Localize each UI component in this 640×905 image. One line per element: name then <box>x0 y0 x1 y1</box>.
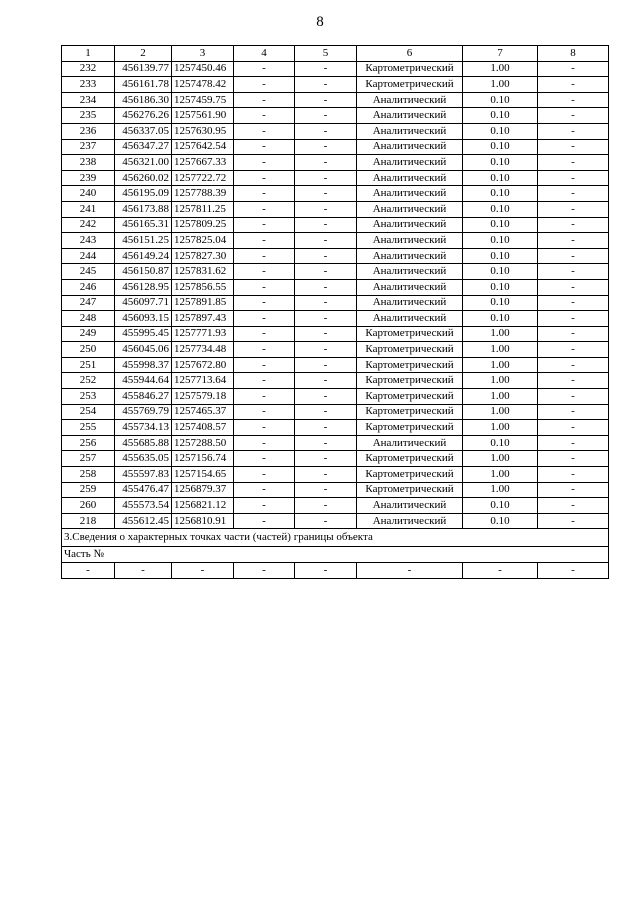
col8-cell: - <box>538 279 609 295</box>
method-cell: Аналитический <box>357 279 463 295</box>
method-cell: Аналитический <box>357 295 463 311</box>
accuracy-cell: 1.00 <box>463 61 538 77</box>
column-header: 8 <box>538 46 609 62</box>
col8-cell: - <box>538 264 609 280</box>
y-coordinate-cell: 1257788.39 <box>172 186 234 202</box>
accuracy-cell: 1.00 <box>463 451 538 467</box>
y-coordinate-cell: 1256810.91 <box>172 513 234 529</box>
method-cell: Аналитический <box>357 435 463 451</box>
method-cell: Картометрический <box>357 451 463 467</box>
col4-cell: - <box>234 326 295 342</box>
col4-cell: - <box>234 186 295 202</box>
col8-cell: - <box>538 170 609 186</box>
accuracy-cell: 1.00 <box>463 326 538 342</box>
header-row <box>62 46 609 62</box>
table-row <box>62 108 609 124</box>
point-number-cell: 260 <box>62 498 115 514</box>
x-coordinate-cell: 456195.09 <box>115 186 172 202</box>
accuracy-cell: 0.10 <box>463 92 538 108</box>
accuracy-cell: 1.00 <box>463 342 538 358</box>
col4-cell: - <box>234 108 295 124</box>
y-coordinate-cell: 1257478.42 <box>172 77 234 93</box>
col4-cell: - <box>234 420 295 436</box>
accuracy-cell: 0.10 <box>463 139 538 155</box>
col5-cell: - <box>295 451 357 467</box>
col5-cell: - <box>295 233 357 249</box>
col5-cell: - <box>295 357 357 373</box>
col5-cell: - <box>295 264 357 280</box>
x-coordinate-cell: 455573.54 <box>115 498 172 514</box>
point-number-cell: 237 <box>62 139 115 155</box>
accuracy-cell: 0.10 <box>463 233 538 249</box>
y-coordinate-cell: 1257825.04 <box>172 233 234 249</box>
method-cell: Картометрический <box>357 482 463 498</box>
method-cell: Аналитический <box>357 498 463 514</box>
col4-cell: - <box>234 513 295 529</box>
method-cell: Аналитический <box>357 139 463 155</box>
method-cell: Аналитический <box>357 170 463 186</box>
col5-cell: - <box>295 217 357 233</box>
x-coordinate-cell: 455612.45 <box>115 513 172 529</box>
col4-cell: - <box>234 373 295 389</box>
empty-cell: - <box>538 563 609 579</box>
table-row <box>62 373 609 389</box>
x-coordinate-cell: 456093.15 <box>115 311 172 327</box>
point-number-cell: 218 <box>62 513 115 529</box>
col4-cell: - <box>234 92 295 108</box>
x-coordinate-cell: 455769.79 <box>115 404 172 420</box>
point-number-cell: 243 <box>62 233 115 249</box>
col8-cell: - <box>538 357 609 373</box>
col5-cell: - <box>295 123 357 139</box>
point-number-cell: 233 <box>62 77 115 93</box>
point-number-cell: 257 <box>62 451 115 467</box>
accuracy-cell: 0.10 <box>463 170 538 186</box>
y-coordinate-cell: 1256879.37 <box>172 482 234 498</box>
col5-cell: - <box>295 311 357 327</box>
method-cell: Аналитический <box>357 123 463 139</box>
col4-cell: - <box>234 357 295 373</box>
method-cell: Картометрический <box>357 389 463 405</box>
col8-cell: - <box>538 373 609 389</box>
point-number-cell: 250 <box>62 342 115 358</box>
col4-cell: - <box>234 498 295 514</box>
col8-cell: - <box>538 217 609 233</box>
table-row <box>62 201 609 217</box>
col4-cell: - <box>234 248 295 264</box>
col4-cell: - <box>234 404 295 420</box>
accuracy-cell: 0.10 <box>463 498 538 514</box>
col8-cell: - <box>538 326 609 342</box>
col8-cell: - <box>538 123 609 139</box>
x-coordinate-cell: 455846.27 <box>115 389 172 405</box>
y-coordinate-cell: 1257667.33 <box>172 155 234 171</box>
accuracy-cell: 0.10 <box>463 295 538 311</box>
empty-cell: - <box>463 563 538 579</box>
section-row <box>62 529 609 547</box>
col5-cell: - <box>295 61 357 77</box>
col4-cell: - <box>234 61 295 77</box>
method-cell: Картометрический <box>357 77 463 93</box>
col5-cell: - <box>295 420 357 436</box>
col8-cell: - <box>538 435 609 451</box>
y-coordinate-cell: 1257672.80 <box>172 357 234 373</box>
col5-cell: - <box>295 389 357 405</box>
table-row <box>62 139 609 155</box>
accuracy-cell: 0.10 <box>463 248 538 264</box>
accuracy-cell: 1.00 <box>463 373 538 389</box>
method-cell: Аналитический <box>357 311 463 327</box>
col5-cell: - <box>295 498 357 514</box>
point-number-cell: 246 <box>62 279 115 295</box>
empty-cell: - <box>115 563 172 579</box>
col8-cell: - <box>538 201 609 217</box>
col5-cell: - <box>295 77 357 93</box>
col4-cell: - <box>234 77 295 93</box>
x-coordinate-cell: 456161.78 <box>115 77 172 93</box>
col8-cell: - <box>538 311 609 327</box>
col4-cell: - <box>234 279 295 295</box>
col5-cell: - <box>295 295 357 311</box>
point-number-cell: 252 <box>62 373 115 389</box>
method-cell: Аналитический <box>357 186 463 202</box>
y-coordinate-cell: 1257154.65 <box>172 467 234 483</box>
x-coordinate-cell: 456260.02 <box>115 170 172 186</box>
col4-cell: - <box>234 233 295 249</box>
method-cell: Аналитический <box>357 248 463 264</box>
col5-cell: - <box>295 92 357 108</box>
accuracy-cell: 0.10 <box>463 279 538 295</box>
table-row <box>62 295 609 311</box>
table-row <box>62 467 609 483</box>
col5-cell: - <box>295 342 357 358</box>
col5-cell: - <box>295 513 357 529</box>
table-row <box>62 435 609 451</box>
empty-row <box>62 563 609 579</box>
col5-cell: - <box>295 435 357 451</box>
x-coordinate-cell: 456173.88 <box>115 201 172 217</box>
col4-cell: - <box>234 201 295 217</box>
y-coordinate-cell: 1257831.62 <box>172 264 234 280</box>
y-coordinate-cell: 1257811.25 <box>172 201 234 217</box>
y-coordinate-cell: 1257897.43 <box>172 311 234 327</box>
col4-cell: - <box>234 139 295 155</box>
x-coordinate-cell: 456276.26 <box>115 108 172 124</box>
table-row <box>62 170 609 186</box>
accuracy-cell: 1.00 <box>463 420 538 436</box>
col4-cell: - <box>234 342 295 358</box>
empty-cell: - <box>172 563 234 579</box>
accuracy-cell: 1.00 <box>463 389 538 405</box>
column-header: 4 <box>234 46 295 62</box>
x-coordinate-cell: 455944.64 <box>115 373 172 389</box>
table-row <box>62 342 609 358</box>
method-cell: Аналитический <box>357 201 463 217</box>
table-row <box>62 404 609 420</box>
section-title: 3.Сведения о характерных точках части (частей) границы объекта <box>62 529 609 547</box>
point-number-cell: 258 <box>62 467 115 483</box>
column-header: 7 <box>463 46 538 62</box>
col8-cell: - <box>538 482 609 498</box>
col8-cell: - <box>538 108 609 124</box>
table-row <box>62 92 609 108</box>
empty-cell: - <box>295 563 357 579</box>
accuracy-cell: 1.00 <box>463 404 538 420</box>
x-coordinate-cell: 456186.30 <box>115 92 172 108</box>
point-number-cell: 234 <box>62 92 115 108</box>
col4-cell: - <box>234 170 295 186</box>
col5-cell: - <box>295 186 357 202</box>
y-coordinate-cell: 1257809.25 <box>172 217 234 233</box>
method-cell: Картометрический <box>357 467 463 483</box>
col8-cell: - <box>538 155 609 171</box>
empty-cell: - <box>62 563 115 579</box>
col8-cell: - <box>538 233 609 249</box>
accuracy-cell: 0.10 <box>463 311 538 327</box>
table-row <box>62 77 609 93</box>
col8-cell: - <box>538 513 609 529</box>
point-number-cell: 241 <box>62 201 115 217</box>
method-cell: Аналитический <box>357 92 463 108</box>
point-number-cell: 254 <box>62 404 115 420</box>
accuracy-cell: 1.00 <box>463 482 538 498</box>
point-number-cell: 236 <box>62 123 115 139</box>
table-row <box>62 248 609 264</box>
point-number-cell: 249 <box>62 326 115 342</box>
x-coordinate-cell: 455995.45 <box>115 326 172 342</box>
y-coordinate-cell: 1257450.46 <box>172 61 234 77</box>
x-coordinate-cell: 455734.13 <box>115 420 172 436</box>
y-coordinate-cell: 1257722.72 <box>172 170 234 186</box>
x-coordinate-cell: 456321.00 <box>115 155 172 171</box>
y-coordinate-cell: 1257465.37 <box>172 404 234 420</box>
column-header: 2 <box>115 46 172 62</box>
y-coordinate-cell: 1257734.48 <box>172 342 234 358</box>
x-coordinate-cell: 456151.25 <box>115 233 172 249</box>
table-row <box>62 186 609 202</box>
col4-cell: - <box>234 482 295 498</box>
table-row <box>62 264 609 280</box>
accuracy-cell: 0.10 <box>463 155 538 171</box>
col5-cell: - <box>295 279 357 295</box>
coordinates-table <box>61 45 609 579</box>
table-row <box>62 326 609 342</box>
x-coordinate-cell: 456045.06 <box>115 342 172 358</box>
accuracy-cell: 1.00 <box>463 467 538 483</box>
table-row <box>62 217 609 233</box>
method-cell: Аналитический <box>357 108 463 124</box>
col8-cell: - <box>538 467 609 483</box>
col4-cell: - <box>234 295 295 311</box>
accuracy-cell: 0.10 <box>463 513 538 529</box>
x-coordinate-cell: 455476.47 <box>115 482 172 498</box>
col8-cell: - <box>538 420 609 436</box>
y-coordinate-cell: 1257459.75 <box>172 92 234 108</box>
col5-cell: - <box>295 326 357 342</box>
accuracy-cell: 0.10 <box>463 201 538 217</box>
y-coordinate-cell: 1257156.74 <box>172 451 234 467</box>
x-coordinate-cell: 456149.24 <box>115 248 172 264</box>
table-row <box>62 311 609 327</box>
col4-cell: - <box>234 123 295 139</box>
accuracy-cell: 1.00 <box>463 357 538 373</box>
col8-cell: - <box>538 61 609 77</box>
table-row <box>62 513 609 529</box>
x-coordinate-cell: 456139.77 <box>115 61 172 77</box>
col8-cell: - <box>538 342 609 358</box>
method-cell: Картометрический <box>357 357 463 373</box>
table-row <box>62 155 609 171</box>
method-cell: Аналитический <box>357 217 463 233</box>
point-number-cell: 239 <box>62 170 115 186</box>
col5-cell: - <box>295 404 357 420</box>
col8-cell: - <box>538 186 609 202</box>
page-number: 8 <box>316 14 324 30</box>
point-number-cell: 245 <box>62 264 115 280</box>
y-coordinate-cell: 1257579.18 <box>172 389 234 405</box>
col8-cell: - <box>538 92 609 108</box>
column-header: 5 <box>295 46 357 62</box>
method-cell: Картометрический <box>357 342 463 358</box>
table-row <box>62 498 609 514</box>
method-cell: Картометрический <box>357 373 463 389</box>
col4-cell: - <box>234 389 295 405</box>
col5-cell: - <box>295 248 357 264</box>
method-cell: Картометрический <box>357 326 463 342</box>
point-number-cell: 232 <box>62 61 115 77</box>
col4-cell: - <box>234 451 295 467</box>
col8-cell: - <box>538 139 609 155</box>
method-cell: Аналитический <box>357 264 463 280</box>
col8-cell: - <box>538 295 609 311</box>
col4-cell: - <box>234 264 295 280</box>
method-cell: Аналитический <box>357 155 463 171</box>
col5-cell: - <box>295 482 357 498</box>
x-coordinate-cell: 456128.95 <box>115 279 172 295</box>
table-row <box>62 279 609 295</box>
y-coordinate-cell: 1257408.57 <box>172 420 234 436</box>
y-coordinate-cell: 1257891.85 <box>172 295 234 311</box>
x-coordinate-cell: 456150.87 <box>115 264 172 280</box>
x-coordinate-cell: 456097.71 <box>115 295 172 311</box>
column-header: 3 <box>172 46 234 62</box>
accuracy-cell: 0.10 <box>463 186 538 202</box>
column-header: 1 <box>62 46 115 62</box>
table-row <box>62 482 609 498</box>
point-number-cell: 259 <box>62 482 115 498</box>
x-coordinate-cell: 455685.88 <box>115 435 172 451</box>
x-coordinate-cell: 455597.83 <box>115 467 172 483</box>
y-coordinate-cell: 1257288.50 <box>172 435 234 451</box>
point-number-cell: 235 <box>62 108 115 124</box>
x-coordinate-cell: 456347.27 <box>115 139 172 155</box>
col8-cell: - <box>538 404 609 420</box>
accuracy-cell: 0.10 <box>463 123 538 139</box>
accuracy-cell: 0.10 <box>463 108 538 124</box>
point-number-cell: 247 <box>62 295 115 311</box>
table-row <box>62 357 609 373</box>
col8-cell: - <box>538 451 609 467</box>
point-number-cell: 251 <box>62 357 115 373</box>
table-row <box>62 233 609 249</box>
col4-cell: - <box>234 155 295 171</box>
part-label: Часть № <box>62 547 609 563</box>
col8-cell: - <box>538 77 609 93</box>
y-coordinate-cell: 1257771.93 <box>172 326 234 342</box>
method-cell: Картометрический <box>357 404 463 420</box>
accuracy-cell: 1.00 <box>463 77 538 93</box>
col5-cell: - <box>295 467 357 483</box>
column-header: 6 <box>357 46 463 62</box>
x-coordinate-cell: 456337.05 <box>115 123 172 139</box>
point-number-cell: 242 <box>62 217 115 233</box>
col5-cell: - <box>295 373 357 389</box>
table-row <box>62 451 609 467</box>
col4-cell: - <box>234 217 295 233</box>
point-number-cell: 244 <box>62 248 115 264</box>
col8-cell: - <box>538 498 609 514</box>
x-coordinate-cell: 455635.05 <box>115 451 172 467</box>
method-cell: Аналитический <box>357 233 463 249</box>
y-coordinate-cell: 1257856.55 <box>172 279 234 295</box>
col5-cell: - <box>295 201 357 217</box>
col8-cell: - <box>538 248 609 264</box>
col5-cell: - <box>295 139 357 155</box>
accuracy-cell: 0.10 <box>463 435 538 451</box>
method-cell: Картометрический <box>357 420 463 436</box>
col8-cell: - <box>538 389 609 405</box>
method-cell: Картометрический <box>357 61 463 77</box>
point-number-cell: 238 <box>62 155 115 171</box>
col4-cell: - <box>234 311 295 327</box>
table-row <box>62 61 609 77</box>
y-coordinate-cell: 1257713.64 <box>172 373 234 389</box>
table-row <box>62 123 609 139</box>
col4-cell: - <box>234 467 295 483</box>
y-coordinate-cell: 1256821.12 <box>172 498 234 514</box>
col5-cell: - <box>295 108 357 124</box>
y-coordinate-cell: 1257561.90 <box>172 108 234 124</box>
table-row <box>62 389 609 405</box>
method-cell: Аналитический <box>357 513 463 529</box>
col5-cell: - <box>295 170 357 186</box>
x-coordinate-cell: 455998.37 <box>115 357 172 373</box>
y-coordinate-cell: 1257630.95 <box>172 123 234 139</box>
accuracy-cell: 0.10 <box>463 264 538 280</box>
col4-cell: - <box>234 435 295 451</box>
accuracy-cell: 0.10 <box>463 217 538 233</box>
point-number-cell: 255 <box>62 420 115 436</box>
point-number-cell: 240 <box>62 186 115 202</box>
table-row <box>62 420 609 436</box>
col5-cell: - <box>295 155 357 171</box>
point-number-cell: 253 <box>62 389 115 405</box>
part-row <box>62 547 609 563</box>
empty-cell: - <box>234 563 295 579</box>
y-coordinate-cell: 1257642.54 <box>172 139 234 155</box>
x-coordinate-cell: 456165.31 <box>115 217 172 233</box>
point-number-cell: 248 <box>62 311 115 327</box>
empty-cell: - <box>357 563 463 579</box>
y-coordinate-cell: 1257827.30 <box>172 248 234 264</box>
point-number-cell: 256 <box>62 435 115 451</box>
